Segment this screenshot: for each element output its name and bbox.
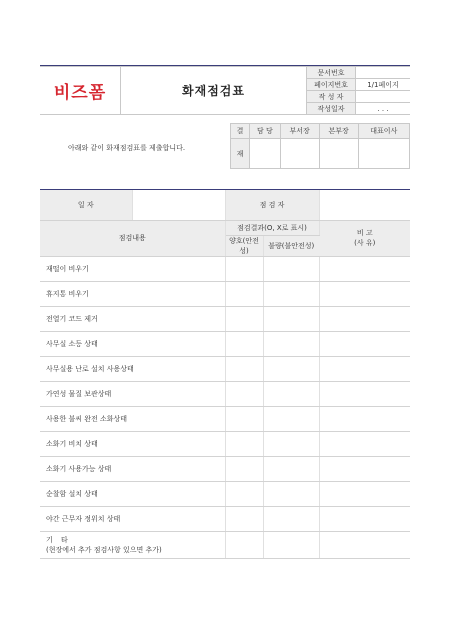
remarks-header-line2: (사 유) — [354, 239, 376, 247]
page-no-value[interactable]: 1/1페이지 — [356, 79, 411, 91]
inspector-field-value[interactable] — [319, 190, 410, 220]
bad-cell[interactable] — [263, 331, 319, 356]
check-item: 사용한 불씨 완전 소화상태 — [40, 406, 225, 431]
approval-box — [230, 123, 410, 169]
bad-cell[interactable] — [263, 481, 319, 506]
page-no-label: 페이지번호 — [307, 79, 356, 91]
doc-no-label: 문서번호 — [307, 67, 356, 79]
bad-cell[interactable] — [263, 281, 319, 306]
approval-sign-slot[interactable] — [358, 139, 409, 169]
remarks-header-line1: 비 고 — [356, 229, 373, 237]
remarks-cell[interactable] — [319, 406, 410, 431]
good-cell[interactable] — [225, 331, 263, 356]
good-cell[interactable] — [225, 381, 263, 406]
check-item: 사무실 소등 상태 — [40, 331, 225, 356]
remarks-header — [319, 220, 410, 256]
check-item: 휴지통 비우기 — [40, 281, 225, 306]
date-field-label: 일 자 — [40, 190, 132, 220]
bad-cell[interactable] — [263, 431, 319, 456]
author-value[interactable] — [356, 91, 411, 103]
check-item: 가연성 물질 보관상태 — [40, 381, 225, 406]
bad-cell[interactable] — [263, 381, 319, 406]
approval-role: 담 당 — [250, 124, 281, 139]
etc-note: (현장에서 추가 점검사항 있으면 추가) — [46, 545, 162, 554]
bad-cell[interactable] — [263, 406, 319, 431]
check-item: 재떨이 비우기 — [40, 256, 225, 281]
good-cell[interactable] — [225, 356, 263, 381]
bad-header: 불량(불안전성) — [263, 235, 319, 256]
check-item: 순찰함 설치 상태 — [40, 481, 225, 506]
check-item: 소화기 비치 상태 — [40, 431, 225, 456]
good-cell[interactable] — [225, 506, 263, 531]
good-cell[interactable] — [225, 456, 263, 481]
good-cell[interactable] — [225, 431, 263, 456]
check-item: 야간 근무자 정위치 상태 — [40, 506, 225, 531]
author-label: 작 성 자 — [307, 91, 356, 103]
approval-sign-slot[interactable] — [319, 139, 358, 169]
good-cell[interactable] — [225, 531, 263, 558]
doc-no-value[interactable] — [356, 67, 411, 79]
approval-gyeol: 결 — [231, 124, 250, 139]
bad-cell[interactable] — [263, 506, 319, 531]
remarks-cell[interactable] — [319, 356, 410, 381]
result-header: 점검결과(O, X로 표시) — [225, 220, 319, 235]
inspector-field-label: 점 검 자 — [225, 190, 319, 220]
check-item: 전열기 코드 제거 — [40, 306, 225, 331]
document-title: 화재점검표 — [121, 67, 307, 115]
etc-label: 기 타 — [46, 535, 71, 544]
approval-sign-slot[interactable] — [250, 139, 281, 169]
date-label: 작성일자 — [307, 103, 356, 115]
remarks-cell[interactable] — [319, 306, 410, 331]
bad-cell[interactable] — [263, 256, 319, 281]
date-value[interactable]: . . . — [356, 103, 411, 115]
document-header — [40, 66, 410, 115]
bad-cell[interactable] — [263, 356, 319, 381]
approval-role: 부서장 — [280, 124, 319, 139]
remarks-cell[interactable] — [319, 381, 410, 406]
remarks-cell[interactable] — [319, 256, 410, 281]
remarks-cell[interactable] — [319, 506, 410, 531]
remarks-cell[interactable] — [319, 531, 410, 558]
check-item: 소화기 사용가능 상태 — [40, 456, 225, 481]
bad-cell[interactable] — [263, 531, 319, 558]
approval-sign-slot[interactable] — [280, 139, 319, 169]
brand-logo: 비즈폼 — [40, 67, 121, 115]
approval-role: 본부장 — [319, 124, 358, 139]
good-header: 양호(안전성) — [225, 235, 263, 256]
remarks-cell[interactable] — [319, 431, 410, 456]
content-header: 점검내용 — [40, 220, 225, 256]
approval-role: 대표이사 — [358, 124, 409, 139]
remarks-cell[interactable] — [319, 481, 410, 506]
good-cell[interactable] — [225, 306, 263, 331]
good-cell[interactable] — [225, 406, 263, 431]
good-cell[interactable] — [225, 256, 263, 281]
remarks-cell[interactable] — [319, 281, 410, 306]
remarks-cell[interactable] — [319, 331, 410, 356]
intro-text: 아래와 같이 화재점검표를 제출합니다. — [68, 144, 186, 152]
approval-jae: 재 — [231, 139, 250, 169]
check-item-etc — [40, 531, 225, 558]
good-cell[interactable] — [225, 481, 263, 506]
bad-cell[interactable] — [263, 456, 319, 481]
checklist-table — [40, 190, 410, 559]
check-item: 사무실용 난로 설치 사용상태 — [40, 356, 225, 381]
good-cell[interactable] — [225, 281, 263, 306]
date-field-value[interactable] — [132, 190, 225, 220]
remarks-cell[interactable] — [319, 456, 410, 481]
bad-cell[interactable] — [263, 306, 319, 331]
